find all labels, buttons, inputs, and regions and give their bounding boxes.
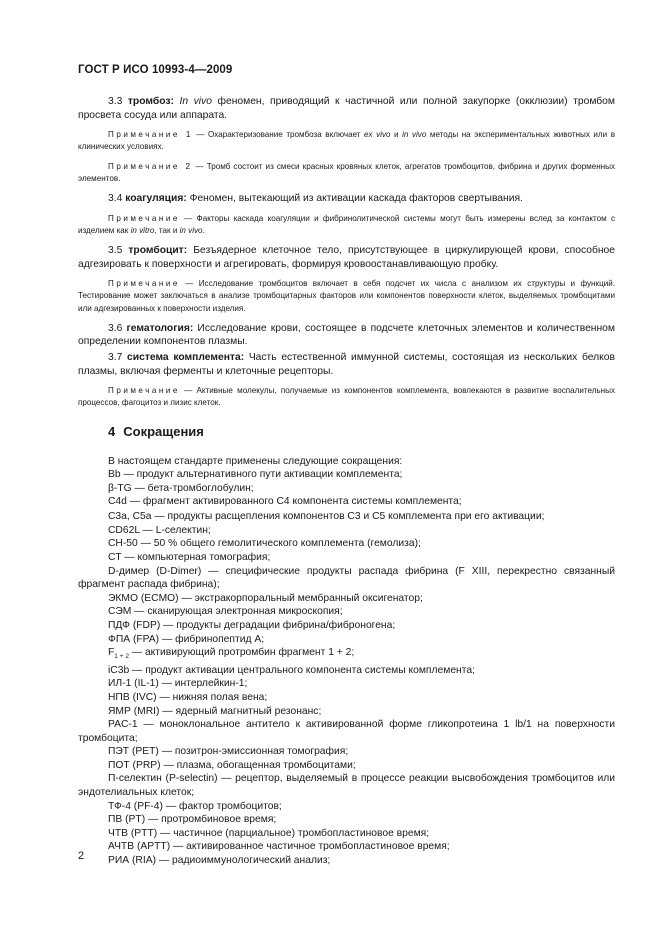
definition-3-4 [78, 192, 615, 206]
abbreviation-item: C4d — фрагмент активированного C4 компонента системы комплемента; [108, 496, 462, 508]
italic-term: in vitro [130, 225, 155, 235]
abbreviation-item: β-TG — бета-тромбоглобулин; [108, 482, 254, 494]
definition-3-7 [78, 351, 615, 378]
term: тромбоз: [127, 96, 174, 107]
note-label: Примечание [108, 213, 180, 223]
abbreviation-item: C3a, C5a — продукты расщепления компонентов C3 и C5 комплемента при его активации; [108, 511, 545, 523]
abbreviation-list [78, 468, 615, 867]
definition-text: Часть естественной иммунной системы, состоящая из нескольких белков плазмы, включая ферменты и клеточные рецепторы. [78, 351, 615, 377]
italic-term: in vivo [402, 130, 427, 140]
note-label: Примечание [108, 279, 180, 289]
abbreviation-item: CD62L — L-селектин; [108, 524, 211, 536]
note-3-7 [78, 385, 615, 409]
abbreviation-item: СЭМ — сканирующая электронная микроскопия; [108, 606, 343, 618]
abbreviations-intro: В настоящем стандарте применены следующие сокращения: [108, 455, 403, 467]
definition-text: Безъядерное клеточное тело, присутствующее в циркулирующей крови, способное адгезировать к поверхности и агрегировать, формируя кровоостанавливающую пробку. [78, 245, 615, 270]
section-title: Сокращения [123, 423, 204, 439]
note-text: — Факторы каскада коагуляции и фибринолитической системы могут быть измерены вслед за контактом с изделием как [78, 213, 615, 235]
abbreviation-item-f12 [78, 646, 615, 664]
note-text: — Тромб состоит из смеси красных кровяных клеток, агрегатов тромбоцитов, фибрина и других форменных элементов. [78, 161, 615, 183]
note-text: — Исследование тромбоцитов включает в себя подсчет их числа с анализом их структуры и функций. Тестирование может заключаться в анализе тромбоцитарных факторов или компонентов поверхности клеток, выделяемых тромбоцитами или адгезированных к поверхности изделия. [78, 279, 615, 313]
term: гематология: [126, 322, 194, 334]
abbreviation-item: CT — компьютерная томография; [108, 551, 271, 563]
note-text: и [390, 130, 403, 140]
definition-text: феномен, приводящий к частичной или полной закупорке (окклюзии) тромбом просвета сосуда или аппарата. [78, 96, 615, 121]
abbreviation-item: ФПА (FPA) — фибринопептид А; [108, 633, 265, 645]
note-3-5 [78, 278, 615, 315]
term: система комплемента: [127, 351, 245, 363]
abbr-subscript: 1 + 2 [114, 653, 129, 661]
note-label: Примечание 1 [108, 130, 193, 140]
clause-number: 3.4 [108, 193, 123, 204]
definition-text: Исследование крови, состоящее в подсчете клеточных элементов и количественном определении компонентов плазмы. [78, 322, 615, 348]
note-text: методы на экспериментальных животных или в клинических условиях. [78, 130, 615, 152]
abbreviation-item: ЧТВ (PTT) — частичное (парциальное) тромбопластиновое время; [108, 827, 430, 839]
abbreviation-item: НПВ (IVC) — нижняя полая вена; [108, 691, 268, 703]
abbreviation-item: Bb — продукт альтернативного пути активации комплемента; [108, 469, 403, 481]
term: коагуляция: [125, 193, 187, 204]
abbreviation-item: ПЭТ (PET) — позитрон-эмиссионная томография; [108, 746, 349, 758]
abbreviation-item: CH-50 — 50 % общего гемолитического комплемента (гемолиза); [108, 538, 421, 550]
note-label: Примечание 2 [108, 161, 193, 171]
abbreviation-item: iC3b — продукт активации центрального компонента системы комплемента; [108, 664, 475, 676]
section-heading [108, 424, 615, 439]
note-3-4 [78, 213, 615, 237]
clause-number: 3.6 [108, 322, 123, 334]
section-number: 4 [108, 423, 116, 439]
abbreviation-item: ЯМР (MRI) — ядерный магнитный резонанс; [108, 705, 322, 717]
abbreviation-item: АЧТВ (APTT) — активированное частичное тромбопластиновое время; [108, 841, 450, 853]
abbreviation-item: ПВ (PT) — протромбиновое время; [108, 814, 277, 826]
abbreviation-item: ПОТ (PRP) — плазма, обогащенная тромбоцитами; [108, 759, 356, 771]
abbreviation-item: ЭКМО (ECMO) — экстракорпоральный мембранный оксигенатор; [108, 592, 423, 604]
abbreviation-item: П-селектин (P-selectin) — рецептор, выделяемый в процессе реакции высвобождения тромбоцитов или эндотелиальных клеток; [78, 773, 615, 799]
running-header: ГОСТ Р ИСО 10993-4—2009 [78, 64, 233, 76]
abbreviation-item: ПДФ (FDP) — продукты деградации фибрина/фиброногена; [108, 619, 396, 631]
italic-term: in vivo [179, 225, 203, 235]
note-text: — Активные молекулы, получаемые из компонентов комплемента, вовлекаются в развитие воспалительных процессов, фагоцитоз и лизис клеток. [78, 386, 615, 408]
note-text: . [202, 225, 205, 235]
definition-text: Феномен, вытекающий из активации каскада факторов свертывания. [186, 193, 523, 204]
definition-3-3 [78, 95, 615, 122]
abbreviation-item: D-димер (D-Dimer) — специфические продукты распада фибрина (F XIII, перекрестно связанный фрагмент распада фибрина); [78, 565, 615, 591]
note-text: , так и [154, 225, 180, 235]
clause-number: 3.7 [108, 351, 123, 363]
definition-3-5 [78, 244, 615, 271]
definition-3-6 [78, 322, 615, 349]
note-3-3-1 [78, 129, 615, 153]
clause-number: 3.5 [108, 245, 123, 256]
note-label: Примечание [108, 386, 180, 396]
abbreviation-item: РИА (RIA) — радиоиммунологический анализ; [108, 855, 331, 867]
italic-term: In vivo [179, 96, 212, 107]
abbreviation-item: PAC-1 — моноклональное антитело к активированной форме гликопротеина 1 lb/1 на поверхности тромбоцита; [78, 719, 615, 744]
clause-number: 3.3 [108, 96, 123, 107]
abbr-base: F [108, 647, 115, 659]
italic-term: ex vivo [364, 130, 391, 140]
abbreviation-item: ТФ-4 (PF-4) — фактор тромбоцитов; [108, 800, 282, 812]
abbreviation-item: ИЛ-1 (IL-1) — интерлейкин-1; [108, 678, 248, 690]
page-number: 2 [78, 850, 85, 862]
note-3-3-2 [78, 161, 615, 185]
page-body [78, 95, 615, 868]
note-text: — Охарактеризование тромбоза включает [192, 130, 365, 140]
abbr-text: — активирующий протромбин фрагмент 1 + 2; [128, 647, 355, 659]
term: тромбоцит: [128, 245, 188, 256]
